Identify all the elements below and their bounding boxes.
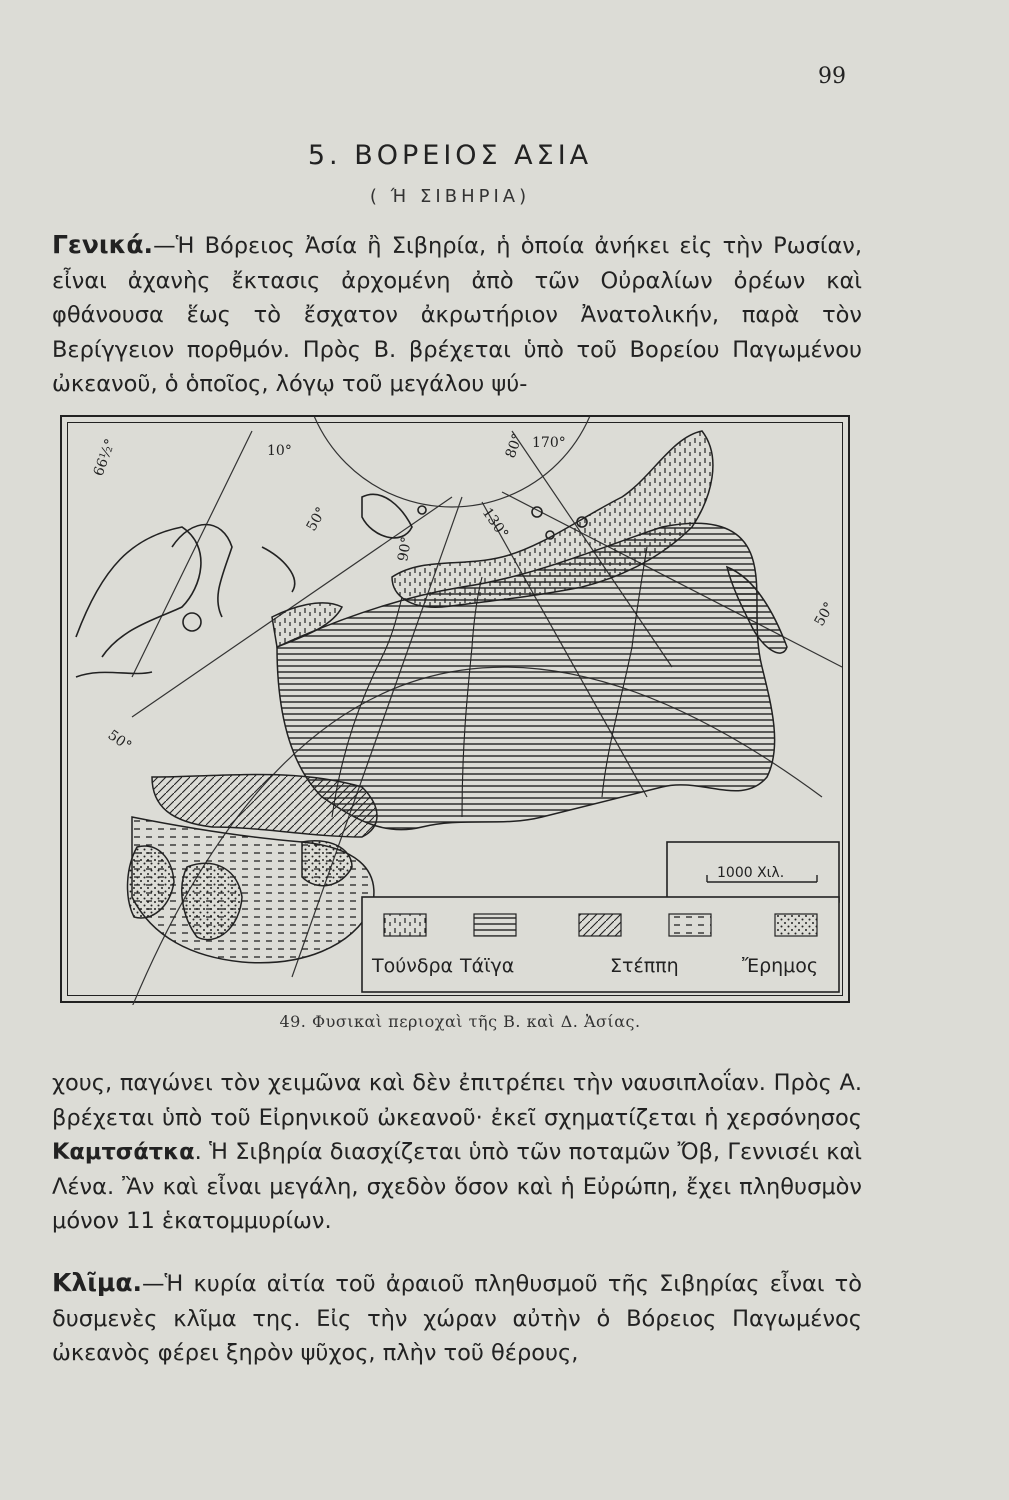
legend-label-taiga: Τάϊγα (460, 955, 515, 977)
chapter-title: 5. ΒΟΡΕΙΟΣ ΑΣΙΑ (307, 140, 593, 171)
label-90-deg: 90° (395, 535, 416, 563)
map-figure (60, 415, 850, 1003)
legend-swatch-mixed (669, 914, 711, 936)
paragraph-siberia (52, 1066, 862, 1239)
legend-swatch-desert (775, 914, 817, 936)
legend-swatch-tundra (384, 914, 426, 936)
label-10-deg: 10° (267, 443, 292, 459)
map-illustration (62, 417, 852, 1005)
label-50-deg-a: 50° (303, 504, 330, 534)
page-number: 99 (818, 64, 846, 89)
label-130-deg: 130° (478, 505, 512, 542)
paragraph-general (52, 228, 862, 402)
legend-label-steppe: Στέππη (610, 955, 679, 977)
paragraph-lead: Γενικά. (52, 230, 154, 259)
chapter-subtitle: ( Ή ΣΙΒΗΡΙΑ) (369, 186, 531, 207)
paragraph-text: . Ἡ Σιβηρία διασχίζεται ὑπὸ τῶν ποταμῶν Ὄβ, Γεννισέι καὶ Λένα. Ἂν καὶ εἶναι μεγάλη, σχεδὸν ὅσον καὶ ἡ Εὐρώπη, ἔχει πληθυσμὸν μόνον 11 ἑκατομμυρίων. (52, 1139, 862, 1235)
paragraph-lead: Κλῖμα. (52, 1268, 143, 1297)
kamchatka-term: Καμτσάτκα (52, 1139, 195, 1166)
label-170-deg: 170° (532, 435, 566, 451)
paragraph-text: —Ἡ κυρία αἰτία τοῦ ἀραιοῦ πληθυσμοῦ τῆς Σιβηρίας εἶναι τὸ δυσμενὲς κλῖμα της. Εἰς τὴν χώραν αὐτὴν ὁ Βόρειος Παγωμένος ὠκεανὸς φέρει ξηρὸν ψῦχος, πλὴν τοῦ θέρους, (52, 1271, 862, 1367)
paragraph-text: χους, παγώνει τὸν χειμῶνα καὶ δὲν ἐπιτρέπει τὴν ναυσιπλοΐαν. Πρὸς Α. βρέχεται ὑπὸ τοῦ Εἰρηνικοῦ ὠκεανοῦ· ἐκεῖ σχηματίζεται ἡ χερσόνησος (52, 1070, 862, 1131)
legend-label-desert: Ἔρημος (742, 955, 819, 977)
map-legend (362, 897, 839, 992)
paragraph-climate (52, 1266, 862, 1371)
map-scale (667, 842, 839, 902)
paragraph-text: —Ἡ Βόρειος Ἀσία ἢ Σιβηρία, ἡ ὁποία ἀνήκει εἰς τὴν Ρωσίαν, εἶναι ἀχανὴς ἔκτασις ἀρχομένη ἀπὸ τῶν Οὐραλίων ὀρέων καὶ φθάνουσα ἕως τὸ ἔσχατον ἀκρωτήριον Ἀνατολικήν, παρὰ τὸν Βερίγγειον πορθμόν. Πρὸς Β. βρέχεται ὑπὸ τοῦ Βορείου Παγωμένου ὠκεανοῦ, ὁ ὁποῖος, λόγῳ τοῦ μεγάλου ψύ- (52, 233, 862, 398)
label-66-deg: 66½° (90, 436, 119, 479)
scale-label: 1000 Χιλ. (717, 865, 785, 881)
label-80-deg: 80° (502, 431, 527, 461)
label-50-deg-b: 50° (104, 727, 135, 755)
legend-label-tundra: Τούνδρα (372, 955, 454, 977)
legend-swatch-taiga (474, 914, 516, 936)
figure-caption: 49. Φυσικαὶ περιοχαὶ τῆς Β. καὶ Δ. Ἀσίας. (279, 1012, 641, 1031)
legend-swatch-steppe (579, 914, 621, 936)
label-50-deg-c: 50° (811, 599, 838, 629)
